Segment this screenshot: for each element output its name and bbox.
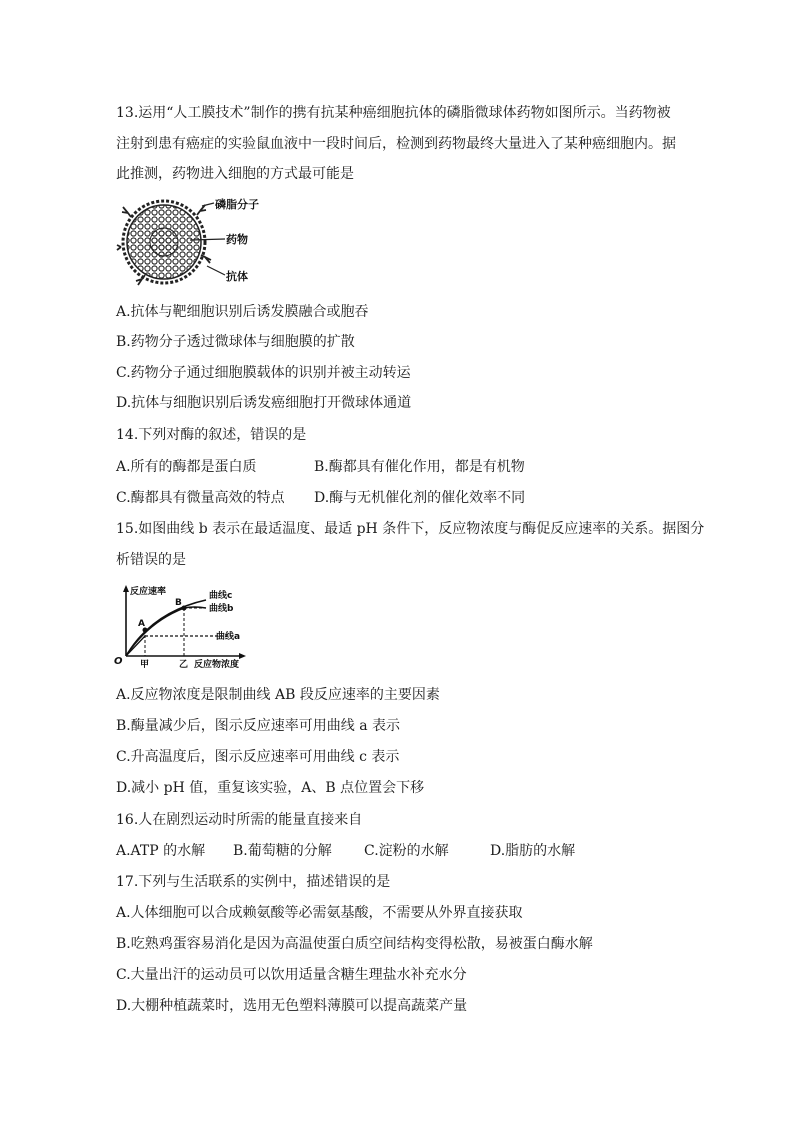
q17-option-b: B.吃熟鸡蛋容易消化是因为高温使蛋白质空间结构变得松散，易被蛋白酶水解: [116, 936, 593, 952]
q14-stem: 14.下列对酶的叙述，错误的是: [116, 427, 307, 443]
q15-stem-line-2: 析错误的是: [116, 552, 186, 568]
q17-stem: 17.下列与生活联系的实例中，描述错误的是: [116, 874, 391, 890]
curve-a: [126, 636, 145, 656]
point-b-marker: [182, 606, 187, 611]
q16-option-a: A.ATP 的水解: [116, 843, 206, 859]
q13-option-b: B.药物分子透过微球体与细胞膜的扩散: [116, 334, 355, 350]
curve-a-label: 曲线a: [216, 632, 241, 642]
q15-option-c: C.升高温度后，图示反应速率可用曲线 c 表示: [116, 749, 400, 765]
graph-ylabel: 反应速率: [130, 587, 167, 597]
reaction-rate-graph: [112, 584, 257, 670]
microsphere-figure: [116, 195, 266, 290]
q17-option-c: C.大量出汗的运动员可以饮用适量含糖生理盐水补充水分: [116, 967, 467, 983]
q13-stem-line-3: 此推测，药物进入细胞的方式最可能是: [116, 166, 354, 182]
q15-option-a: A.反应物浓度是限制曲线 AB 段反应速率的主要因素: [116, 687, 440, 703]
label-antibody: 抗体: [226, 270, 248, 283]
x-tick-jia: 甲: [140, 660, 150, 670]
q15-option-b: B.酶量减少后，图示反应速率可用曲线 a 表示: [116, 718, 400, 734]
q15-stem-line-1: 15.如图曲线 b 表示在最适温度、最适 pH 条件下，反应物浓度与酶促反应速率的关系。据图分: [116, 521, 705, 537]
q14-option-a: A.所有的酶都是蛋白质: [116, 459, 257, 475]
graph-origin: O: [114, 656, 123, 667]
curve-b: [126, 607, 206, 656]
label-drug: 药物: [226, 233, 248, 246]
q13-option-d: D.抗体与细胞识别后诱发癌细胞打开微球体通道: [116, 395, 412, 411]
q15-option-d: D.减小 pH 值，重复该实验，A、B 点位置会下移: [116, 780, 425, 796]
q16-option-c: C.淀粉的水解: [364, 843, 449, 859]
q16-option-b: B.葡萄糖的分解: [233, 843, 332, 859]
label-phospholipid: 磷脂分子: [215, 198, 259, 211]
q14-option-b: B.酶都具有催化作用，都是有机物: [314, 459, 525, 475]
point-a-label: A: [138, 619, 145, 629]
q16-stem: 16.人在剧烈运动时所需的能量直接来自: [116, 812, 363, 828]
curve-b-label: 曲线b: [209, 604, 234, 614]
graph-xlabel: 反应物浓度: [194, 660, 240, 670]
q13-stem-line-1: 13.运用“人工膜技术”制作的携有抗某种癌细胞抗体的磷脂微球体药物如图所示。当药物被: [116, 105, 671, 121]
q16-option-d: D.脂肪的水解: [490, 843, 576, 859]
x-tick-yi: 乙: [179, 660, 189, 670]
q14-option-d: D.酶与无机催化剂的催化效率不同: [314, 490, 526, 506]
q13-stem-line-2: 注射到患有癌症的实验鼠血液中一段时间后，检测到药物最终大量进入了某种癌细胞内。据: [116, 136, 676, 152]
curve-c-label: 曲线c: [209, 591, 233, 601]
q13-option-a: A.抗体与靶细胞识别后诱发膜融合或胞吞: [116, 304, 369, 320]
point-b-label: B: [175, 598, 182, 608]
q14-option-c: C.酶都具有微量高效的特点: [116, 490, 285, 506]
q17-option-a: A.人体细胞可以合成赖氨酸等必需氨基酸，不需要从外界直接获取: [116, 905, 523, 921]
q13-option-c: C.药物分子通过细胞膜载体的识别并被主动转运: [116, 365, 411, 381]
q17-option-d: D.大棚种植蔬菜时，选用无色塑料薄膜可以提高蔬菜产量: [116, 998, 468, 1014]
